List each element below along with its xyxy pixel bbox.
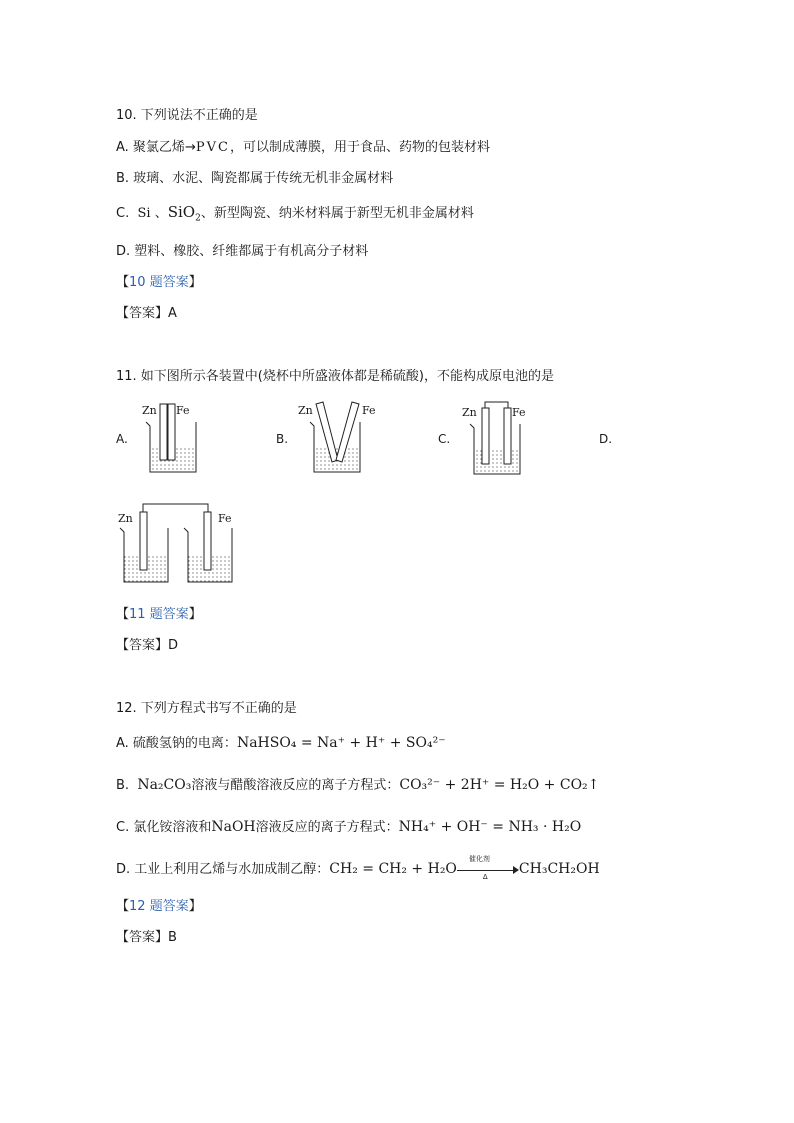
q10-stem: 10. 下列说法不正确的是 xyxy=(116,108,258,123)
q11-c-solution xyxy=(474,448,520,474)
q11-c-fe-electrode xyxy=(504,408,511,464)
q11-diagram-b xyxy=(296,400,386,480)
q11-stem: 11. 如下图所示各装置中(烧杯中所盛液体都是稀硫酸)，不能构成原电池的是 xyxy=(116,369,554,384)
q12-option-c: C. 氯化铵溶液和NaOH溶液反应的离子方程式：NH₄⁺ + OH⁻ = NH₃ · H₂O xyxy=(116,819,582,835)
q10-answer: 【答案】A xyxy=(116,306,177,321)
q11-c-wire xyxy=(485,402,508,408)
q11-a-zn-label: Zn xyxy=(142,404,157,417)
q12-answer: 【答案】B xyxy=(116,930,177,945)
q10-option-a: A. 聚氯乙烯→PVC，可以制成薄膜，用于食品、药物的包装材料 xyxy=(116,140,490,155)
q11-a-zn-electrode xyxy=(160,404,167,460)
q11-c-zn-label: Zn xyxy=(462,406,477,419)
q12-answer-header: 【12 题答案】 xyxy=(116,899,202,914)
q11-option-d-label: D. xyxy=(599,432,613,446)
q12-option-a: A. 硫酸氢钠的电离：NaHSO₄ = Na⁺ + H⁺ + SO₄²⁻ xyxy=(116,735,446,751)
q11-c-fe-label: Fe xyxy=(512,406,526,419)
q11-option-c-label: C. xyxy=(438,432,451,446)
q11-d-fe-label: Fe xyxy=(218,512,232,525)
q10-option-d: D. 塑料、橡胶、纤维都属于有机高分子材料 xyxy=(116,244,369,259)
q12-d-delta: Δ xyxy=(482,872,488,881)
q10-option-c: C. Si 、SiO$_2$、新型陶瓷、纳米材料属于新型无机非金属材料 xyxy=(116,203,474,224)
q12-d-reaction-arrow xyxy=(457,854,519,881)
q12-option-d: D. 工业上利用乙烯与水加成制乙醇：CH₂ = CH₂ + H₂O 催化剂 Δ CH₃CH₂OH xyxy=(116,854,600,881)
q12-d-catalyst: 催化剂 xyxy=(468,854,490,863)
q11-diagram-a xyxy=(136,400,216,480)
q10-option-b: B. 玻璃、水泥、陶瓷都属于传统无机非金属材料 xyxy=(116,171,394,186)
q11-answer: 【答案】D xyxy=(116,638,179,653)
q11-b-fe-label: Fe xyxy=(362,404,376,417)
q12-option-b: B. Na₂CO₃溶液与醋酸溶液反应的离子方程式：CO₃²⁻ + 2H⁺ = H₂O + CO₂↑ xyxy=(116,777,600,793)
q11-d-zn-electrode xyxy=(140,512,147,570)
q10-answer-header: 【10 题答案】 xyxy=(116,275,202,290)
q11-diagram-c xyxy=(456,398,546,482)
q11-answer-header: 【11 题答案】 xyxy=(116,607,202,622)
q11-b-zn-label: Zn xyxy=(298,404,313,417)
q11-d-wire xyxy=(143,504,208,512)
q11-a-fe-electrode xyxy=(168,404,175,460)
q11-diagram-d xyxy=(116,500,246,590)
q11-c-zn-electrode xyxy=(482,408,489,464)
q11-d-zn-label: Zn xyxy=(118,512,133,525)
q11-a-fe-label: Fe xyxy=(176,404,190,417)
q11-option-b-label: B. xyxy=(276,432,289,446)
q11-option-a-label: A. xyxy=(116,432,128,446)
q11-d-fe-electrode xyxy=(204,512,211,570)
q12-stem: 12. 下列方程式书写不正确的是 xyxy=(116,701,297,716)
